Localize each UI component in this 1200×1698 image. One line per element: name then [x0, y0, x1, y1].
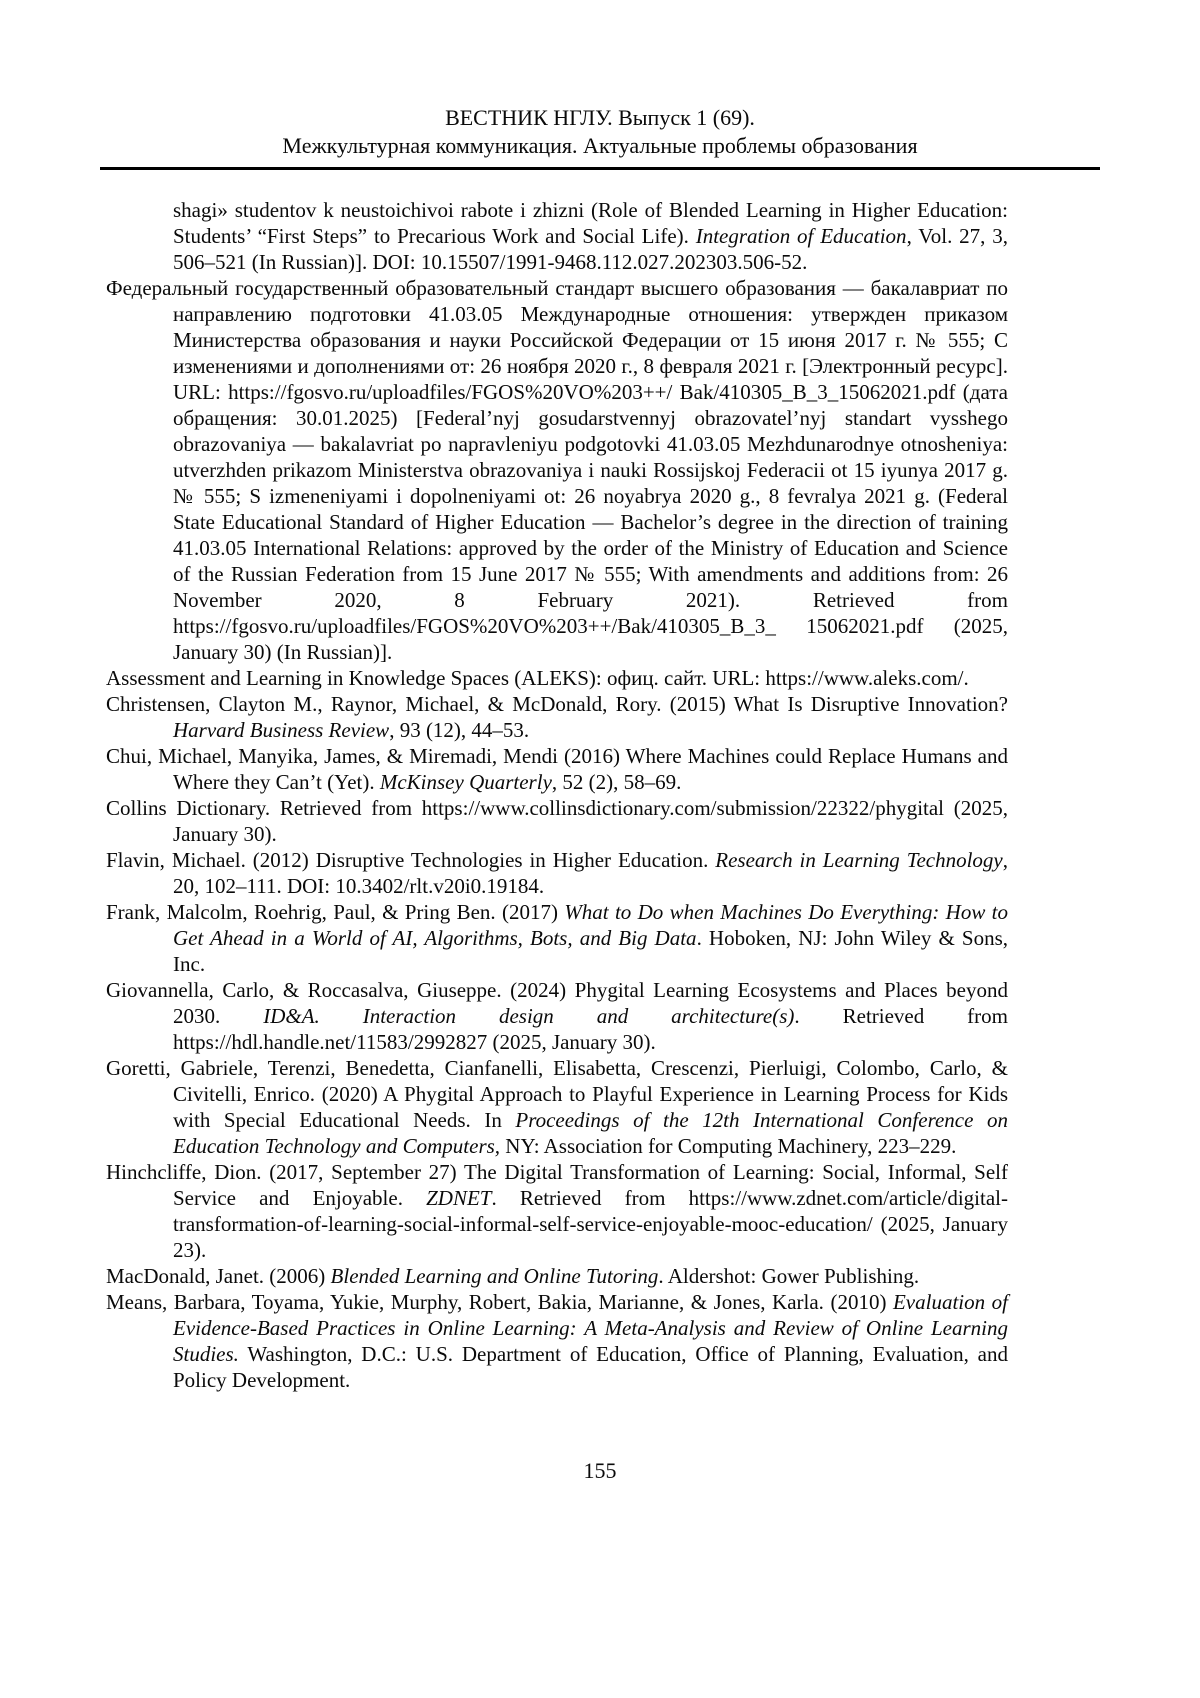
- reference-source-title: ZDNET: [426, 1186, 492, 1210]
- reference-text: Assessment and Learning in Knowledge Spaces (ALEKS): офиц. сайт. URL: https://www.aleks.com/.: [106, 666, 969, 690]
- journal-title: ВЕСТНИК НГЛУ. Выпуск 1 (69).: [445, 105, 755, 130]
- reference-source-title: Harvard Business Review: [173, 718, 390, 742]
- reference-text: , Vol. 27, 3, 506–521 (In Russian)]. DOI: 10.15507/1991-9468.112.027.202303.506-52.: [173, 224, 1008, 274]
- reference-entry: [106, 275, 1008, 665]
- reference-text: Hinchcliffe, Dion. (2017, September 27) The Digital Transformation of Learning: Social, Informal, Self Service and Enjoyable.: [106, 1160, 1008, 1210]
- page-header: [100, 104, 1100, 170]
- reference-text: Collins Dictionary. Retrieved from https://www.collinsdictionary.com/submission/22322/phygital (2025, January 30).: [106, 796, 1008, 846]
- reference-entry: [106, 1289, 1008, 1393]
- page-footer: [0, 1458, 1200, 1484]
- reference-entry: [106, 1159, 1008, 1263]
- reference-entry-continuation: [106, 197, 1008, 275]
- reference-entry: [106, 1263, 1008, 1289]
- reference-source-title: Evaluation of Evidence-Based Practices in Online Learning: A Meta-Analysis and Review of Online Learning Studies.: [173, 1290, 1008, 1366]
- reference-text: . Retrieved from https://www.zdnet.com/article/digital-transformation-of-learning-social-informal-self-service-enjoyable-mooc-education/ (2025, January 23).: [173, 1186, 1008, 1262]
- reference-source-title: Proceedings of the 12th International Conference on Education Technology and Computers,: [173, 1108, 1008, 1158]
- reference-source-title: McKinsey Quarterly: [379, 770, 552, 794]
- reference-text: Федеральный государственный образовательный стандарт высшего образования — бакалавриат по направлению подготовки 41.03.05 Международные отношения: утвержден приказом Министерства образования и науки Российской Федерации от 15 июня 2017 г. № 555; С изменениями и дополнениями от: 26 ноября 2020 г., 8 февраля 2021 г. [Электронный ресурс]. URL: https://fgosvo.ru/uploadfiles/FGOS%20VO%203++/ Bak/410305_B_3_15062021.pdf (дата обращения: 30.01.2025) [Federal’nyj gosudarstvennyj obrazovatel’nyj standart vysshego obrazovaniya — bakalavriat po napravleniyu podgotovki 41.03.05 Mezhdunarodnye otnosheniya: utverzhden prikazom Ministerstva obrazovaniya i nauki Rossijskoj Federacii ot 15 iyunya 2017 g. № 555; S izmeneniyami i dopolneniyami ot: 26 noyabrya 2020 g., 8 fevralya 2021 g. (Federal State Educational Standard of Higher Education — Bachelor’s degree in the direction of training 41.03.05 International Relations: approved by the order of the Ministry of Education and Science of the Russian Federation from 15 June 2017 № 555; With amendments and additions from: 26 November 2020, 8 February 2021). Retrieved from https://fgosvo.ru/uploadfiles/FGOS%20VO%203++/Bak/410305_B_3_ 15062021.pdf (2025, January 30) (In Russian)].: [106, 276, 1008, 664]
- reference-text: Christensen, Clayton M., Raynor, Michael, & McDonald, Rory. (2015) What Is Disruptive Innovation?: [106, 692, 1008, 716]
- reference-text: Flavin, Michael. (2012) Disruptive Technologies in Higher Education.: [106, 848, 716, 872]
- reference-text: MacDonald, Janet. (2006): [106, 1264, 331, 1288]
- reference-entry: [106, 847, 1008, 899]
- reference-text: Means, Barbara, Toyama, Yukie, Murphy, Robert, Bakia, Marianne, & Jones, Karla. (2010): [106, 1290, 893, 1314]
- reference-text: shagi» studentov k neustoichivoi rabote i zhizni (Role of Blended Learning in Higher Education: Students’ “First Steps” to Precarious Work and Social Life).: [173, 198, 1008, 248]
- references-list: [100, 197, 1100, 1393]
- reference-text: . Retrieved from https://hdl.handle.net/11583/2992827 (2025, January 30).: [173, 1004, 1009, 1054]
- reference-source-title: Blended Learning and Online Tutoring: [330, 1264, 659, 1288]
- reference-text: . Aldershot: Gower Publishing.: [658, 1264, 920, 1288]
- reference-text: . Hoboken, NJ: John Wiley & Sons, Inc.: [173, 926, 1009, 976]
- header-rule: [100, 167, 1100, 170]
- reference-source-title: ID&A. Interaction design and architecture(s): [263, 1004, 795, 1028]
- page-number: 155: [583, 1458, 617, 1483]
- reference-entry: [106, 899, 1008, 977]
- reference-text: Frank, Malcolm, Roehrig, Paul, & Pring Ben. (2017): [106, 900, 565, 924]
- journal-section-subtitle: Межкультурная коммуникация. Актуальные проблемы образования: [282, 133, 918, 158]
- reference-text: Giovannella, Carlo, & Roccasalva, Giuseppe. (2024) Phygital Learning Ecosystems and Places beyond 2030.: [106, 978, 1008, 1028]
- reference-entry: [106, 795, 1008, 847]
- reference-text: Chui, Michael, Manyika, James, & Miremadi, Mendi (2016) Where Machines could Replace Humans and Where they Can’t (Yet).: [106, 744, 1008, 794]
- reference-text: Washington, D.C.: U.S. Department of Education, Office of Planning, Evaluation, and Policy Development.: [173, 1342, 1008, 1392]
- reference-text: NY: Association for Computing Machinery, 223–229.: [500, 1134, 957, 1158]
- reference-entry: [106, 977, 1008, 1055]
- reference-text: , 93 (12), 44–53.: [389, 718, 530, 742]
- reference-entry: [106, 665, 1008, 691]
- reference-source-title: What to Do when Machines Do Everything: How to Get Ahead in a World of AI, Algorithms, Bots, and Big Data: [173, 900, 1008, 950]
- reference-source-title: Integration of Education: [695, 224, 907, 248]
- reference-entry: [106, 691, 1008, 743]
- reference-text: Goretti, Gabriele, Terenzi, Benedetta, Cianfanelli, Elisabetta, Crescenzi, Pierluigi, Colombo, Carlo, & Civitelli, Enrico. (2020) A Phygital Approach to Playful Experience in Learning Process for Kids with Special Educational Needs. In: [106, 1056, 1008, 1132]
- reference-entry: [106, 743, 1008, 795]
- reference-text: , 52 (2), 58–69.: [551, 770, 682, 794]
- reference-source-title: Research in Learning Technology: [715, 848, 1003, 872]
- reference-entry: [106, 1055, 1008, 1159]
- reference-text: , 20, 102–111. DOI: 10.3402/rlt.v20i0.19184.: [173, 848, 1009, 898]
